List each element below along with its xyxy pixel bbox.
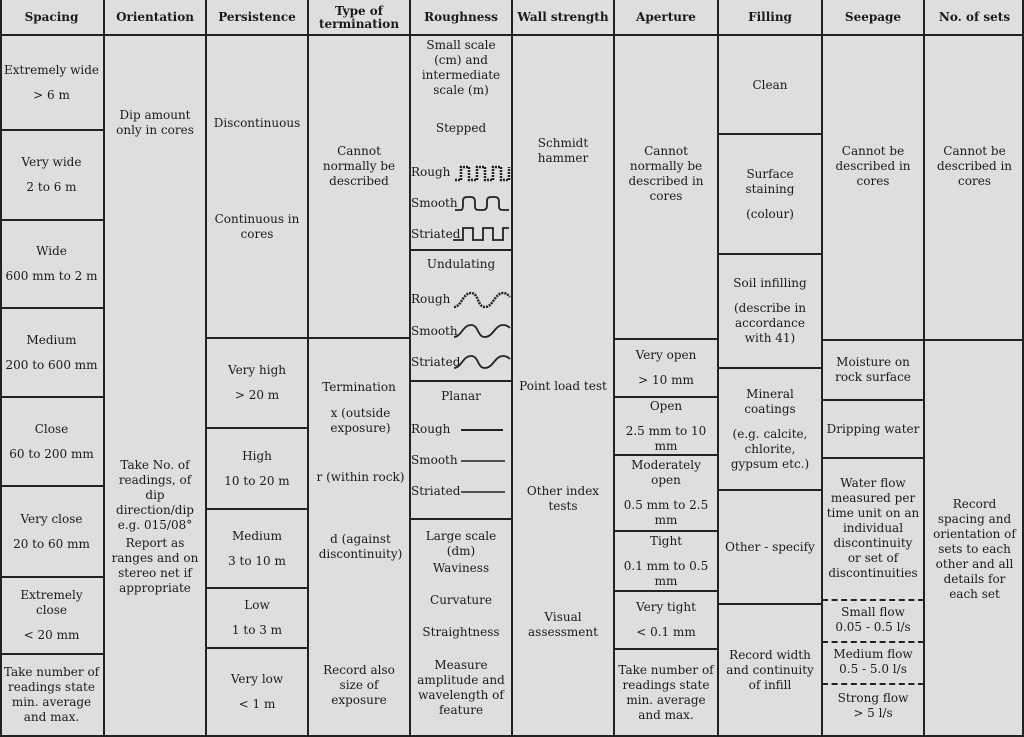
rule [614,396,718,398]
rule [511,0,513,737]
wall-other-index: Other index tests [526,484,600,513]
orientation-report: Report as ranges and on stereo net if appropriate [111,536,199,595]
rule [205,0,207,737]
rule [103,0,105,737]
sets-header: No. of sets [938,10,1011,24]
persistence-very-high: Very high > 20 m [228,363,286,402]
rule [614,530,718,532]
undulating-smooth-row: Smooth [411,320,511,342]
roughness-small-scale: Small scale (cm) and intermediate scale (m) [421,38,501,97]
filling-header: Filling [748,10,792,24]
termination-x: x (outside exposure) [330,406,391,435]
seepage-header: Seepage [844,10,902,24]
rule [410,380,512,382]
filling-mineral-coatings: Mineral coatings (e.g. calcite, chlorite, gypsum etc.) [730,386,810,471]
rule [718,133,822,135]
roughness-header: Roughness [424,10,498,24]
seepage-strong-flow: Strong flow > 5 l/s [837,691,909,720]
rule [614,590,718,592]
aperture-note: Take number of readings state min. average and max. [618,662,714,722]
sets-column [925,0,1024,737]
rule [206,337,308,339]
aperture-column [615,0,717,737]
rule [206,427,308,429]
rule [410,518,512,520]
orientation-dip: Dip amount only in cores [116,108,194,137]
roughness-straightness: Straightness [422,625,500,639]
termination-label: Termination [322,380,396,394]
rule [718,603,822,605]
rule [410,249,512,251]
sets-record: Record spacing and orientation of sets to each other and all details for each set [933,497,1016,601]
filling-other: Other - specify [725,539,815,554]
undulating-rough-row: Rough [411,287,511,311]
seepage-moisture: Moisture on rock surface [835,355,911,384]
persistence-low: Low 1 to 3 m [231,598,283,637]
rule [206,647,308,649]
termination-record: Record also size of exposure [323,663,395,707]
termination-cannot: Cannot normally be described [322,144,396,188]
persistence-discontinuous: Discontinuous [213,116,301,130]
rule [822,339,1024,341]
undulating-smooth-icon [453,321,511,341]
seepage-water-flow: Water flow measured per time unit on an individual discontinuity or set of discontinuities [826,475,920,580]
rule [613,0,615,737]
termination-header: Type of termination [318,3,400,31]
wall-strength-header: Wall strength [517,10,609,24]
undulating-striated-row: Striated [411,351,511,373]
spacing-note: Take number of readings state min. average and max. [3,665,100,724]
rule [206,587,308,589]
persistence-header: Persistence [218,10,296,24]
filling-surface-staining: Surface staining (colour) [745,166,795,221]
rule [0,129,104,131]
filling-clean: Clean [752,77,788,92]
orientation-header: Orientation [116,10,194,24]
aperture-cannot: Cannot normally be described in cores [628,144,704,203]
undulating-striated-icon [453,352,511,372]
spacing-very-wide: Very wide 2 to 6 m [21,155,82,194]
planar-rough-row: Rough [411,420,511,438]
seepage-medium-flow: Medium flow 0.5 - 5.0 l/s [833,647,913,676]
planar-striated-icon [453,484,511,498]
persistence-column [207,0,307,737]
roughness-stepped: Stepped [435,121,487,135]
rule [718,367,822,369]
rule [822,683,924,685]
stepped-smooth-row: Smooth [411,192,511,214]
wall-visual: Visual assessment [528,610,598,639]
sets-cannot: Cannot be described in cores [936,144,1013,188]
orientation-column [105,0,205,737]
planar-smooth-icon [453,453,511,467]
stepped-striated-row: Striated [411,223,511,245]
rule [307,0,309,737]
rule [0,653,104,655]
spacing-wide: Wide 600 mm to 2 m [5,244,98,283]
seepage-column [823,0,923,737]
spacing-close: Close 60 to 200 mm [9,421,94,461]
rule [409,0,411,737]
rule [0,219,104,221]
wall-schmidt: Schmidt hammer [537,136,589,165]
rule [614,338,718,340]
termination-r: r (within rock) [316,470,405,484]
spacing-column [0,0,103,737]
rule [822,641,924,643]
stepped-smooth-icon [453,193,511,213]
seepage-small-flow: Small flow 0.05 - 0.5 l/s [835,605,911,634]
seepage-cannot: Cannot be described in cores [835,144,911,188]
aperture-moderately-open: Moderately open 0.5 mm to 2.5 mm [623,458,709,527]
stepped-rough-row: Rough [411,160,511,184]
rule [0,34,1024,36]
planar-striated-row: Striated [411,482,511,500]
roughness-curvature: Curvature [430,593,492,607]
rule [822,399,924,401]
undulating-rough-icon [453,288,511,310]
rule [718,253,822,255]
wall-strength-column [513,0,613,737]
roughness-measure: Measure amplitude and wavelength of feature [417,658,505,717]
spacing-very-close: Very close 20 to 60 mm [13,511,90,551]
rule [0,485,104,487]
roughness-large-scale: Large scale (dm) [425,529,497,558]
roughness-undulating: Undulating [426,257,496,271]
planar-smooth-row: Smooth [411,451,511,469]
rule [308,337,410,339]
wall-point-load: Point load test [519,379,607,393]
filling-record: Record width and continuity of infill [726,647,814,692]
stepped-striated-icon [453,224,511,244]
persistence-high: High 10 to 20 m [224,448,290,488]
spacing-extremely-wide: Extremely wide > 6 m [4,63,99,102]
rule [822,599,924,601]
persistence-continuous: Continuous in cores [214,212,300,241]
planar-rough-icon [453,422,511,436]
persistence-medium: Medium 3 to 10 m [228,528,286,568]
aperture-tight: Tight 0.1 mm to 0.5 mm [623,533,709,588]
stepped-rough-icon [453,161,511,183]
termination-column [309,0,409,737]
rule [614,454,718,456]
rule [0,307,104,309]
persistence-very-low: Very low < 1 m [230,672,284,711]
aperture-very-open: Very open > 10 mm [635,348,697,387]
rule [614,648,718,650]
aperture-very-tight: Very tight < 0.1 mm [636,600,696,639]
spacing-medium: Medium 200 to 600 mm [5,332,98,372]
rule [0,0,2,737]
roughness-waviness: Waviness [432,561,490,575]
spacing-header: Spacing [24,10,79,24]
spacing-extremely-close: Extremely close < 20 mm [20,588,83,642]
rule [923,0,925,737]
aperture-header: Aperture [636,10,696,24]
orientation-take-readings: Take No. of readings, of dip direction/dip e.g. 015/08° [116,458,194,532]
roughness-column [411,0,511,737]
termination-d: d (against discontinuity) [318,532,403,561]
rule [0,576,104,578]
roughness-planar: Planar [441,389,481,403]
rule [718,489,822,491]
seepage-dripping: Dripping water [826,421,920,436]
rule [0,396,104,398]
filling-soil-infilling: Soil infilling (describe in accordance with 41) [733,276,807,345]
rule [206,508,308,510]
rule [822,457,924,459]
aperture-open: Open 2.5 mm to 10 mm [625,398,707,453]
